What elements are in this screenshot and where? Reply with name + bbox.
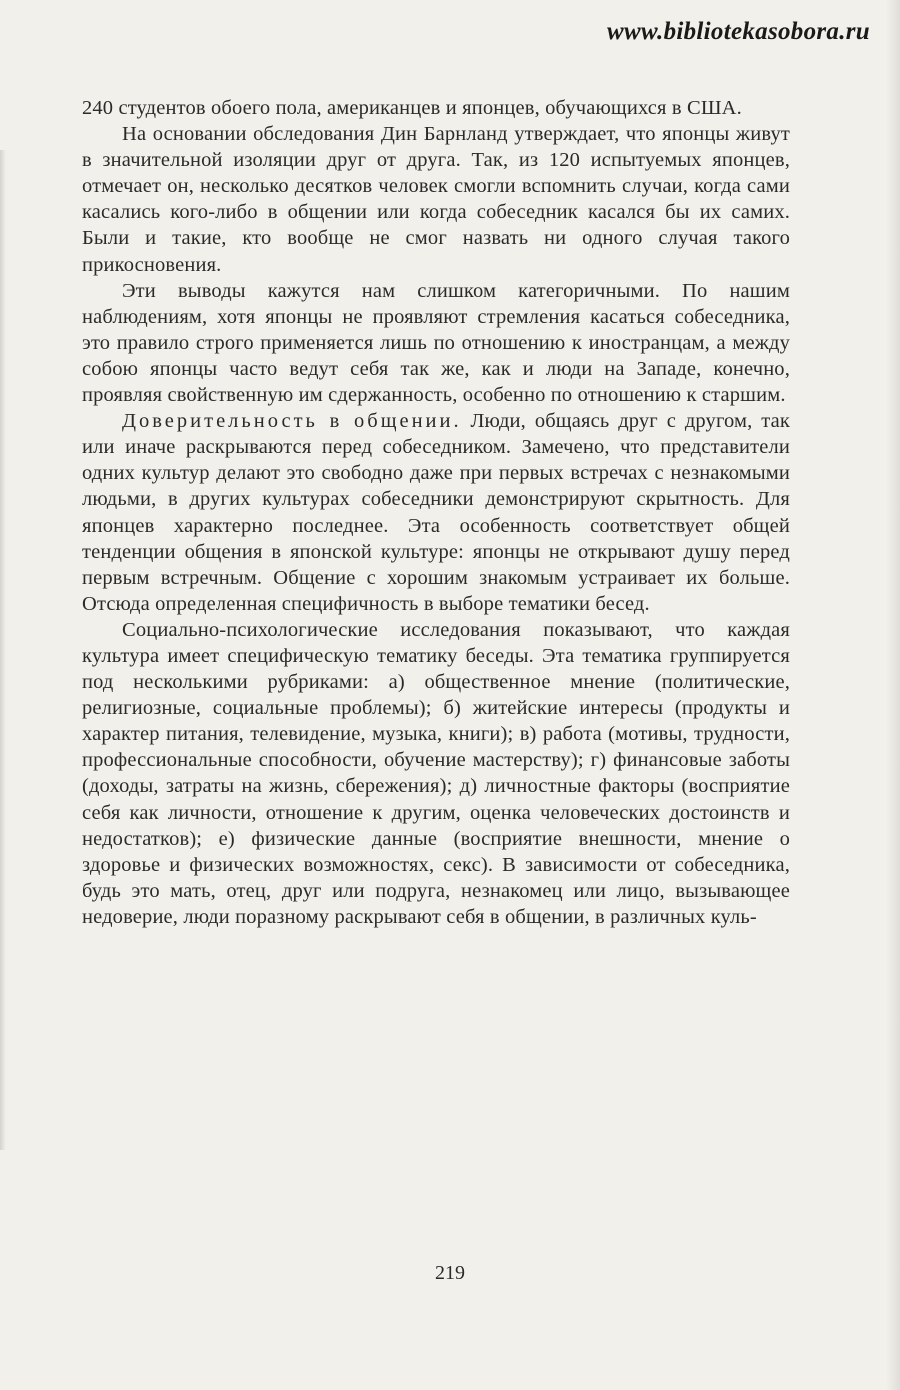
scan-right-shadow bbox=[886, 0, 900, 1390]
watermark-url: www.bibliotekasobora.ru bbox=[607, 18, 870, 45]
page-number: 219 bbox=[435, 1262, 465, 1284]
paragraph-1: 240 студентов обоего пола, американцев и японцев, обучающихся в США. bbox=[82, 97, 742, 119]
paragraph-4-body: Люди, общаясь друг с другом, так или иначе раскрываются перед собеседником. Замечено, что представители одних культур делают это свободно даже при первых встречах с незнакомыми людьми, в других культурах собеседники демонстрируют скрытность. Для японцев характерно последнее. Эта особенность соответствует общей тенденции общения в японской культуре: японцы не открывают душу перед первым встречным. Общение с хорошим знакомым устраивает их больше. Отсюда определенная специфичность в выборе тематики бесед. bbox=[82, 410, 791, 615]
section-heading: Доверительность в общении. bbox=[122, 410, 462, 433]
paragraph-3: Эти выводы кажутся нам слишком категоричными. По нашим наблюдениям, хотя японцы не проявляют стремления касаться собеседника, это правило строго применяется лишь по отношению к иностранцам, а между собою японцы часто ведут себя так же, как и люди на Западе, конечно, проявляя свойственную им сдержанность, особенно по отношению к старшим. bbox=[82, 279, 790, 407]
paragraph-2: На основании обследования Дин Барнланд утверждает, что японцы живут в значительной изоляции друг от друга. Так, из 120 испытуемых японцев, отмечает он, несколько десятков человек смогли вспомнить случаи, когда сами касались кого-либо в общении или когда собеседник касался бы их самих. Были и такие, кто вообще не смог назвать ни одного случая такого прикосновения. bbox=[82, 123, 790, 276]
paragraph-5: Социально-психологические исследования показывают, что каждая культура имеет специфическую тематику беседы. Эта тематика группируется под несколькими рубриками: а) общественное мнение (политические, религиозные, социальные проблемы); б) житейские интересы (продукты и характер питания, телевидение, музыка, книги); в) работа (мотивы, трудности, профессиональные способности, обучение мастерству); г) финансовые заботы (доходы, затраты на жизнь, сбережения); д) личностные факторы (восприятие себя как личности, отношение к другим, оценка человеческих достоинств и недостатков); е) физические данные (восприятие внешности, мнение о здоровье и физических возможностях, секс). В зависимости от собеседника, будь это мать, отец, друг или подруга, незнакомец или лицо, вызывающее недоверие, люди поразному раскрывают себя в общении, в различных куль- bbox=[82, 618, 790, 928]
body-text bbox=[82, 95, 790, 930]
scan-left-shadow bbox=[0, 150, 6, 1150]
paragraph-4 bbox=[82, 408, 790, 617]
